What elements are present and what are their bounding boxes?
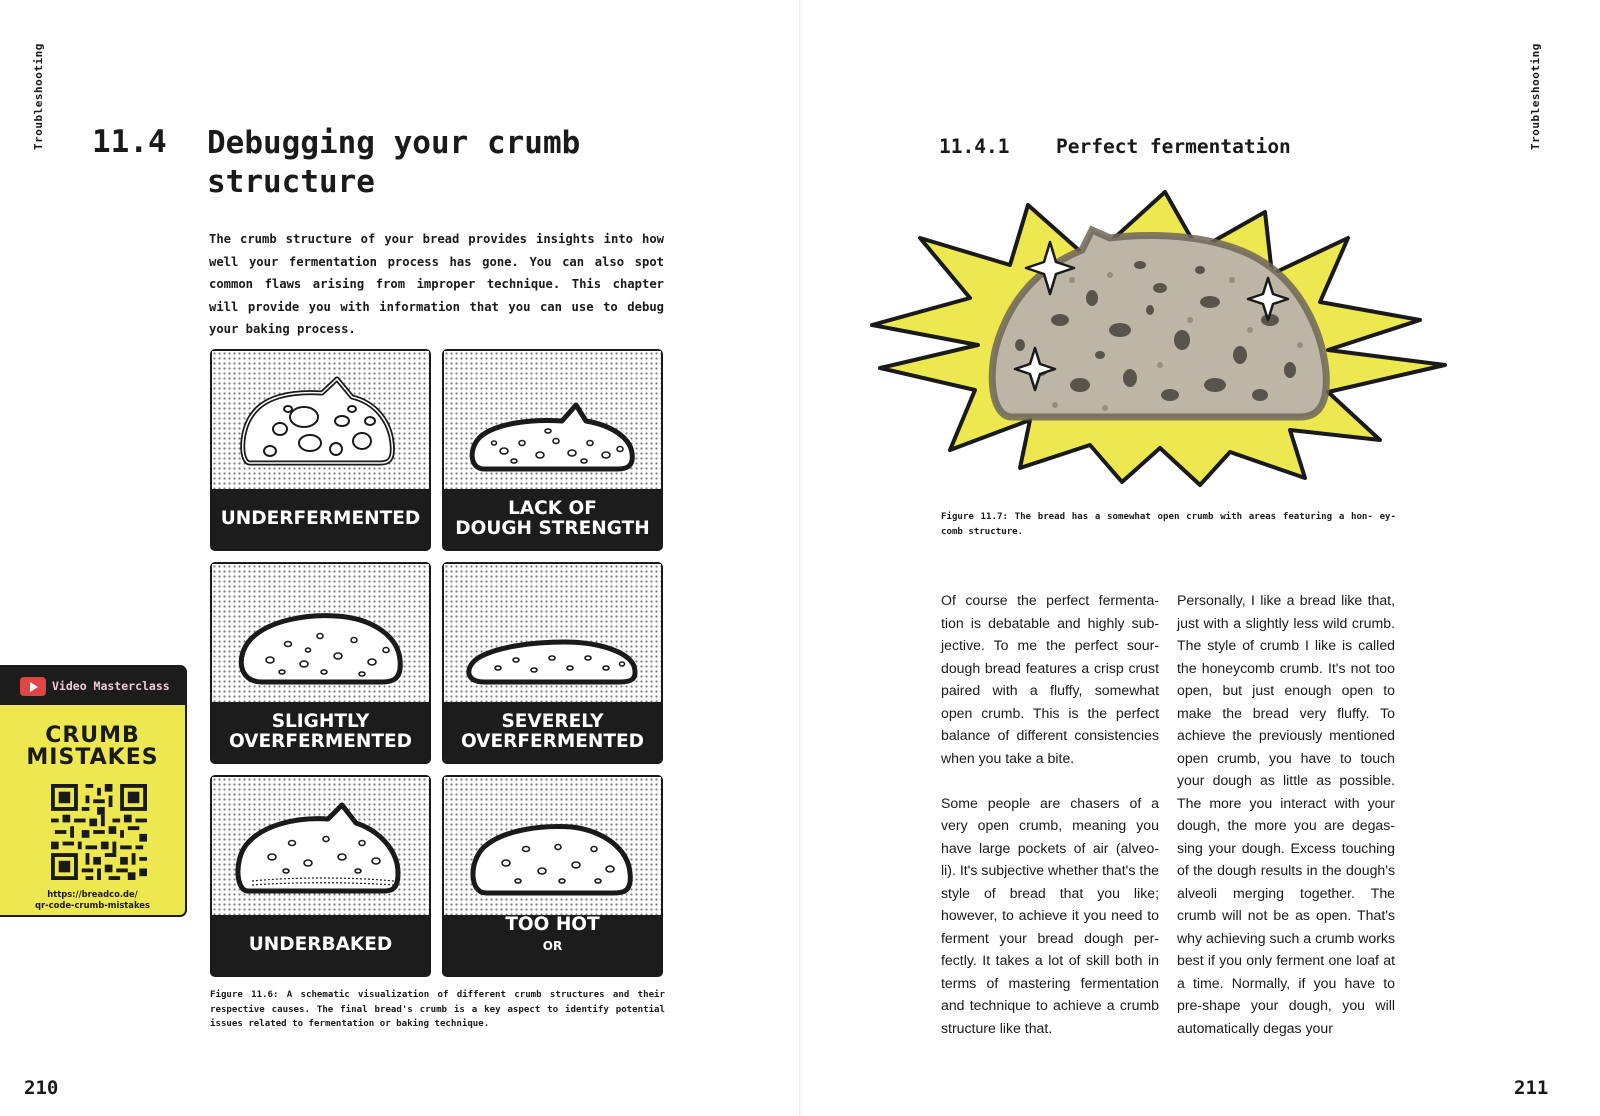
section-number: 11.4 xyxy=(92,124,167,160)
page-number-right: 211 xyxy=(1514,1077,1549,1099)
figure-caption-11-7: Figure 11.7: The bread has a somewhat open crumb with areas featuring a hon- ey-comb structure. xyxy=(941,512,1396,537)
play-video-icon xyxy=(20,677,46,696)
subsection-title: Perfect fermentation xyxy=(1056,135,1291,158)
panel-label-line2: LACK OF STEAM xyxy=(469,974,636,996)
panel-label-or: OR xyxy=(542,938,563,953)
body-paragraph: Some people are chasers of a very open crumb, meaning you have large pockets of air (alveo- li). It's subjective whether that's the style of bread that you like; however, to achieve it you need to ferment your bread dough per- fectly. It takes a lot of skill both in terms of mastering fermentation and technique to achieve a crumb structure like that. xyxy=(941,794,1159,1036)
body-paragraph: Of course the perfect fermenta- tion is debatable and highly sub- jective. To me the perfect sour- dough bread features a crisp crust paired with a fluffy, somewhat open crumb. This is the perfect balance of different consistencies when you take a bite. xyxy=(941,592,1159,766)
page-number-left: 210 xyxy=(24,1077,59,1099)
bread-burst-figure xyxy=(860,180,1470,495)
panel-label: UNDERFERMENTED xyxy=(212,489,429,549)
panel-label: UNDERBAKED xyxy=(212,915,429,975)
body-paragraph: Personally, I like a bread like that, just with a slightly less wild crumb. The style of crumb I like is called the honeycomb crumb. It's not too open, but just enough open to make the bread very fluffy. To achieve the previously mentioned open crumb, you have to touch your dough as little as possible. The more you interact with your dough, the more you are degas- sing your dough. Excess touching of the dough results in the dough's alveoli merging together. The crumb will not be as open. That's why achieving such a crumb works best if you only ferment one loaf at a time. Normally, if you have to pre-shape your dough, you will automatically degas your xyxy=(1177,592,1395,1036)
crumb-panel-slightly-overfermented xyxy=(210,562,431,764)
running-head-right: Troubleshooting xyxy=(1529,43,1542,150)
qr-code-icon[interactable] xyxy=(51,784,147,880)
loaf-underfermented-icon xyxy=(212,351,433,491)
video-title: CRUMB MISTAKES xyxy=(26,723,159,770)
panel-label xyxy=(444,913,661,996)
video-url[interactable]: https://breadco.de/ qr-code-crumb-mistakes xyxy=(35,889,150,910)
crumb-panel-too-hot-lack-of-steam xyxy=(442,775,663,996)
panel-label: SLIGHTLY OVERFERMENTED xyxy=(212,702,429,762)
panel-label-line1: TOO HOT xyxy=(505,913,600,935)
subsection-number: 11.4.1 xyxy=(939,135,1010,158)
crumb-panel-underbaked xyxy=(210,775,431,977)
crumb-panel-lack-of-dough-strength xyxy=(442,349,663,551)
body-column-2 xyxy=(1177,589,1395,1039)
crumb-panel-underfermented xyxy=(210,349,431,551)
loaf-underbaked-icon xyxy=(212,777,433,917)
crumb-panel-severely-overfermented xyxy=(442,562,663,764)
section-title: Debugging your crumb structure xyxy=(207,125,581,200)
running-head-left: Troubleshooting xyxy=(32,43,45,150)
loaf-oval-icon xyxy=(212,564,433,704)
panel-label: SEVERELY OVERFERMENTED xyxy=(444,702,661,762)
body-column-1 xyxy=(941,589,1159,1039)
video-masterclass-header xyxy=(0,667,185,705)
video-masterclass-label: Video Masterclass xyxy=(52,679,170,693)
loaf-flat-icon xyxy=(444,351,665,491)
panel-label: LACK OF DOUGH STRENGTH xyxy=(444,489,661,549)
loaf-very-flat-icon xyxy=(444,564,665,704)
video-masterclass-card[interactable] xyxy=(0,665,187,917)
intro-paragraph: The crumb structure of your bread provides insights into how well your fermentation process has gone. You can also spot common flaws arising from improper technique. This chapter will provide you with information that you can use to debug your baking process. xyxy=(209,232,664,336)
figure-caption-11-6: Figure 11.6: A schematic visualization of different crumb structures and their respective causes. The final bread's crumb is a key aspect to identify potential issues related to fermentation or baking technique. xyxy=(210,990,665,1029)
